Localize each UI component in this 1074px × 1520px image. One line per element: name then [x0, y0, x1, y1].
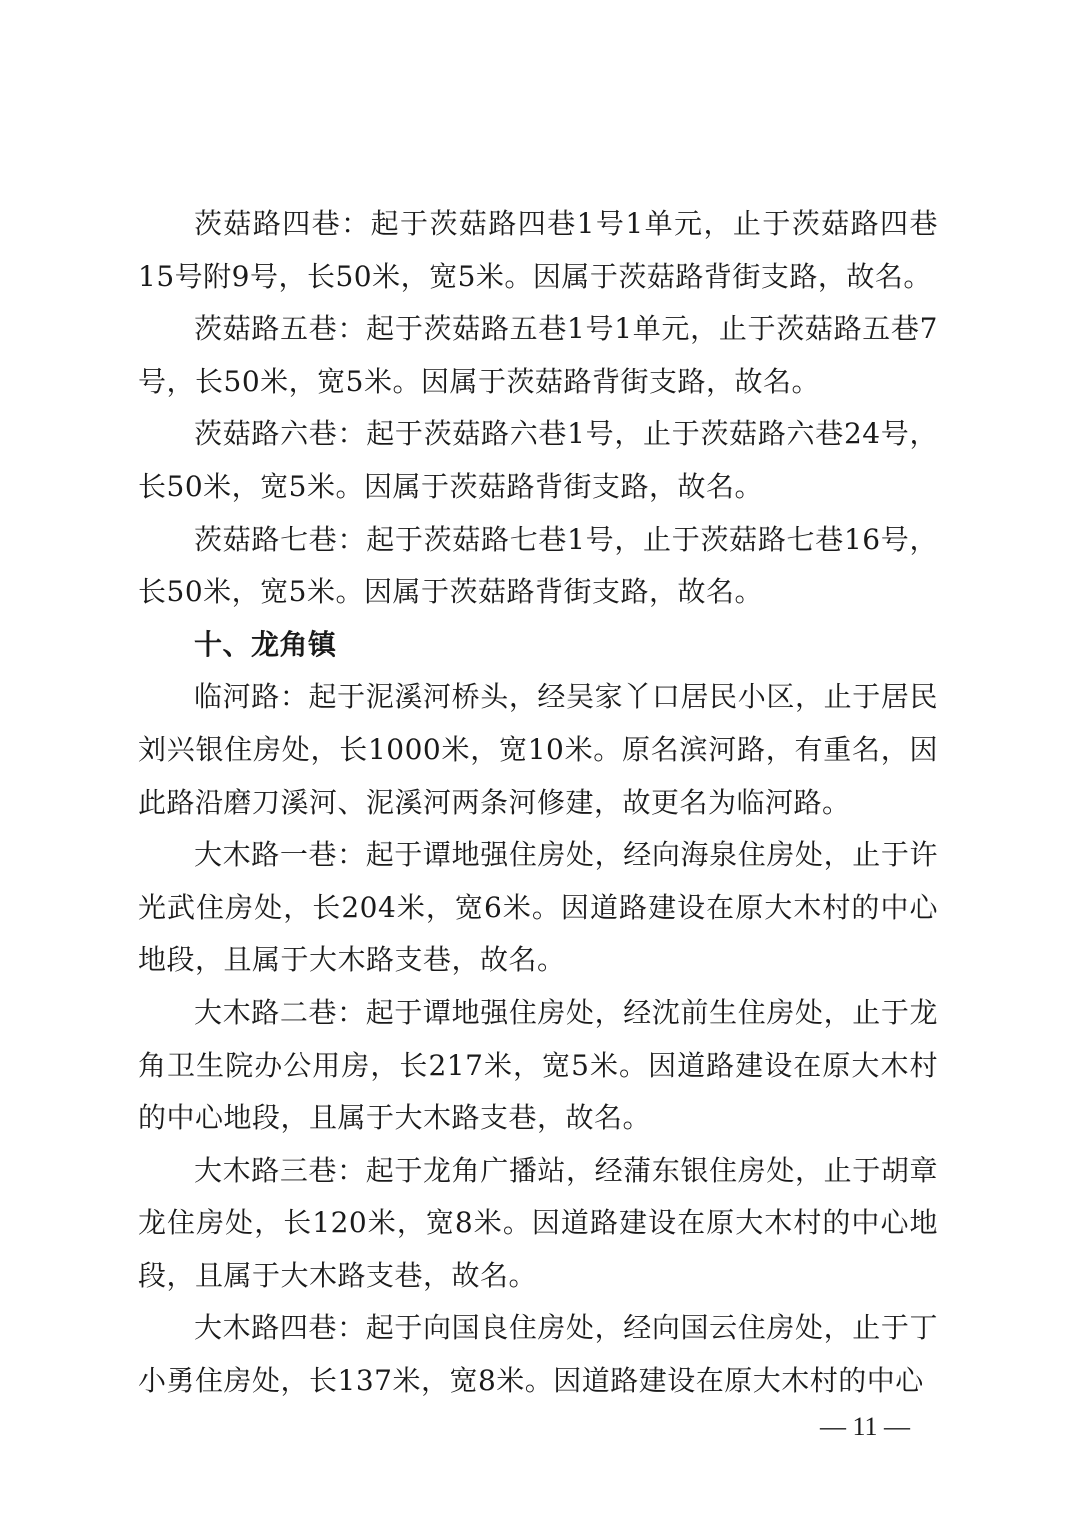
paragraph-linhe-road: 临河路：起于泥溪河桥头，经吴家丫口居民小区，止于居民刘兴银住房处，长1000米，宽10米。原名滨河路，有重名，因此路沿磨刀溪河、泥溪河两条河修建，故更名为临河路。: [138, 680, 938, 819]
page-number: — 11 —: [819, 1412, 911, 1441]
paragraph-damu-road-3: 大木路三巷：起于龙角广播站，经蒲东银住房处，止于胡章龙住房处，长120米，宽8米。因道路建设在原大木村的中心地段，且属于大木路支巷，故名。: [138, 1153, 938, 1292]
paragraph-cigu-road-6: 茨菇路六巷：起于茨菇路六巷1号，止于茨菇路六巷24号，长50米，宽5米。因属于茨菇路背街支路，故名。: [138, 417, 938, 503]
section-heading-longjiao-town: 十、龙角镇: [194, 627, 337, 661]
paragraph-damu-road-1: 大木路一巷：起于谭地强住房处，经向海泉住房处，止于许光武住房处，长204米，宽6米。因道路建设在原大木村的中心地段，且属于大木路支巷，故名。: [138, 838, 938, 977]
paragraph-cigu-road-5: 茨菇路五巷：起于茨菇路五巷1号1单元，止于茨菇路五巷7号，长50米，宽5米。因属于茨菇路背街支路，故名。: [138, 312, 938, 398]
paragraph-damu-road-2: 大木路二巷：起于谭地强住房处，经沈前生住房处，止于龙角卫生院办公用房，长217米，宽5米。因道路建设在原大木村的中心地段，且属于大木路支巷，故名。: [138, 995, 938, 1135]
document-body: [138, 198, 938, 1408]
paragraph-cigu-road-4: 茨菇路四巷：起于茨菇路四巷1号1单元，止于茨菇路四巷15号附9号，长50米，宽5米。因属于茨菇路背街支路，故名。: [138, 207, 938, 293]
paragraph-cigu-road-7: 茨菇路七巷：起于茨菇路七巷1号，止于茨菇路七巷16号，长50米，宽5米。因属于茨菇路背街支路，故名。: [138, 522, 938, 609]
paragraph-damu-road-4: 大木路四巷：起于向国良住房处，经向国云住房处，止于丁小勇住房处，长137米，宽8米。因道路建设在原大木村的中心: [138, 1311, 938, 1398]
